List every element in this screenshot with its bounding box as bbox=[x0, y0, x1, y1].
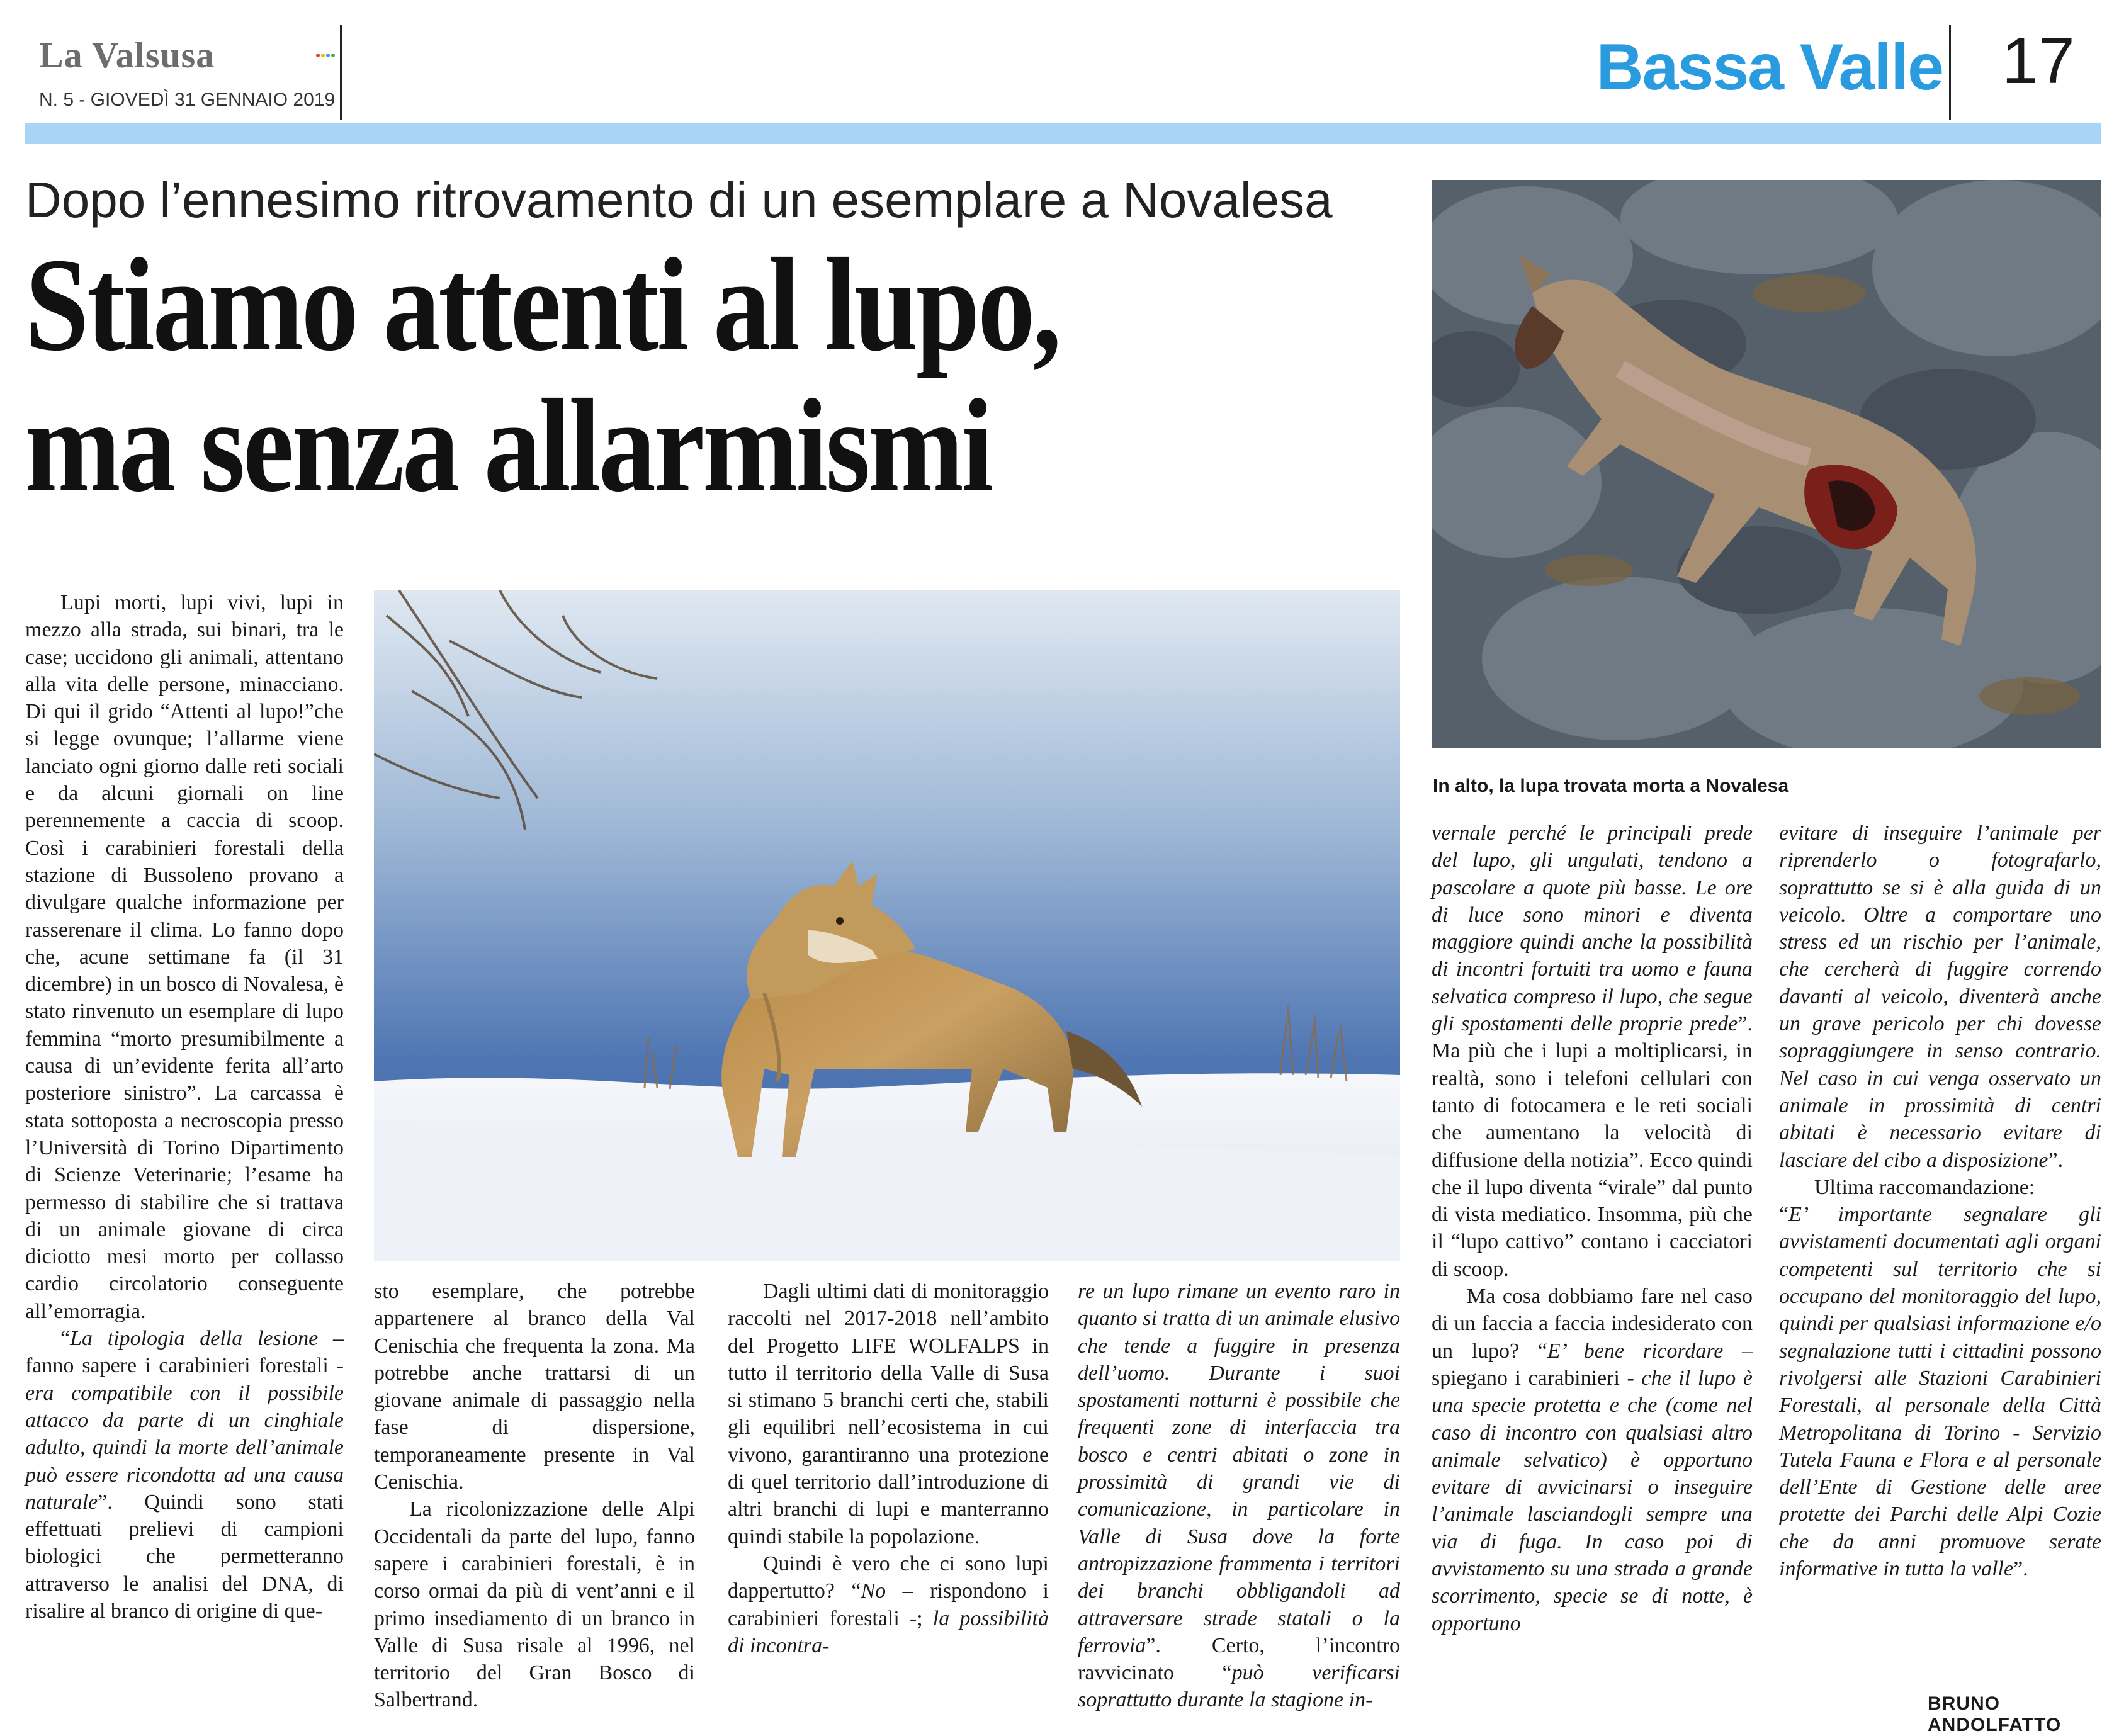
col3-p2-answer: No bbox=[861, 1579, 886, 1603]
page-number: 17 bbox=[2002, 25, 2075, 98]
photo-caption: In alto, la lupa trovata morta a Novalesa bbox=[1433, 775, 1789, 796]
dead-wolf-illustration bbox=[1432, 180, 2101, 748]
col5-paragraph-2 bbox=[1432, 1283, 1753, 1637]
headline-line-2: ma senza allarmismi bbox=[25, 371, 992, 519]
logo-dot-yellow bbox=[321, 54, 325, 57]
col1-p2-quote-1: La tipologia della lesione bbox=[70, 1327, 319, 1351]
article-column-4 bbox=[1078, 1278, 1400, 1714]
section-title: Bassa Valle bbox=[1596, 31, 1943, 104]
col1-paragraph-1: Lupi morti, lupi vivi, lupi in mezzo alla strada, sui binari, tra le case; uccidono gli animali, attentano alla vita delle persone, minacciano. Di qui il grido “Attenti al lupo!”che si legge ovunque; l’allarme viene lanciato ogni giorno dalle reti sociali e da alcuni giornali on line perennemente a caccia di scoop. Così i carabinieri forestali della stazione di Bussoleno provano a divulgare qualche informazione per rasserenare il clima. Lo fanno dopo che, acune settimane fa (il 31 dicembre) in un bosco di Novalesa, è stato rinvenuto un esemplare di lupo femmina “morto presumibilmente a causa di un’evidente ferita all’arto posteriore sinistro”. La carcassa è stata sottoposta a necroscopia presso l’Università di Torino Dipartimento di Scienze Veterinarie; l’esame ha permesso di stabilire che si trattava di un animale giovane di circa diciotto mesi morto per collasso cardio circolatorio conseguente all’emorragia. bbox=[25, 591, 344, 1323]
col6-p3-quote: E’ importante segnalare gli avvistamenti documentati agli organi competenti sul territorio che si occupano del monitoraggio del lupo, quindi per qualsiasi informazione e/o segnalazione tutti i cittadini possono rivolgersi alle Stazioni Carabinieri Forestali, al personale della Città Metropolitana di Torino - Servizio Tutela Fauna e Flora e al personale dell’Ente di Gestione delle aree protette dei Parchi delle Alpi Cozie che da anni promuove serate informative in tutta la valle bbox=[1779, 1203, 2101, 1581]
col1-p2-open-quote: “ bbox=[60, 1327, 71, 1351]
col5-p2-attribution: – spiegano i carabinieri - bbox=[1432, 1339, 1753, 1390]
section-color-band bbox=[25, 123, 2101, 144]
col5-p1-text: ”. Ma più che i lupi a moltiplicarsi, in realtà, sono i telefoni cellulari con tanto di fotocamera e le reti sociali che aumentano la velocità di diffusione della notizia”. Ecco quindi che il lupo diventa “virale” dal punto di vista mediatico. Insomma, più che il “lupo cattivo” contano i cacciatori di scoop. bbox=[1432, 1012, 1753, 1281]
headline-line-1: Stiamo attenti al lupo, bbox=[25, 230, 1060, 378]
col5-p2-quote-1: E’ bene ricordare bbox=[1547, 1339, 1724, 1363]
col6-paragraph-2: Ultima raccomandazione: bbox=[1814, 1175, 2035, 1199]
col6-paragraph-3 bbox=[1779, 1201, 2101, 1582]
col2-paragraph-2: La ricolonizzazione delle Alpi Occidentali da parte del lupo, fanno sapere i carabinieri forestali, è in corso ormai da più di vent’anni e il primo insediamento di un branco in Valle di Susa risale al 1996, nel territorio del Gran Bosco di Salbertrand. bbox=[374, 1497, 695, 1712]
col4-p1-text: ”. Certo, l’incontro ravvicinato “ bbox=[1078, 1633, 1400, 1685]
col4-p1-quote-2: può verificarsi soprattutto durante la stagione in- bbox=[1078, 1661, 1400, 1712]
col1-p2-tail: ”. Quindi sono stati effettuati prelievi di campioni biologici che permetteranno attraverso le analisi del DNA, di risalire al branco di origine di que- bbox=[25, 1490, 344, 1623]
col2-paragraph-1: sto esemplare, che potrebbe appartenere al branco della Val Cenischia che frequenta la zona. Ma potrebbe anche trattarsi di un giovane animale di passaggio nella fase di dispersione, temporaneamente presente in Val Cenischia. bbox=[374, 1280, 695, 1494]
col3-p2-question: Quindi è vero che ci sono lupi dappertutto? “ bbox=[728, 1552, 1049, 1603]
col4-paragraph-1 bbox=[1078, 1278, 1400, 1714]
dead-wolf-photo bbox=[1432, 180, 2101, 748]
col6-p3-close: ”. bbox=[2013, 1557, 2028, 1581]
col5-paragraph-1 bbox=[1432, 820, 1753, 1283]
col6-p3-open-quote: “ bbox=[1779, 1203, 1789, 1227]
logo-dot-green bbox=[331, 54, 335, 57]
col3-paragraph-2 bbox=[728, 1550, 1049, 1659]
wolf-in-snow-illustration bbox=[374, 590, 1400, 1261]
article-column-5 bbox=[1432, 820, 1753, 1637]
masthead-brand-box bbox=[25, 25, 342, 120]
masthead-divider bbox=[1949, 25, 1951, 120]
col1-paragraph-2 bbox=[25, 1325, 344, 1625]
col5-p2-question: Ma cosa dobbiamo fare nel caso di un faccia a faccia indesiderato con un lupo? “ bbox=[1432, 1285, 1753, 1363]
col4-p1-quote: re un lupo rimane un evento raro in quanto si tratta di un animale elusivo che tende a fuggire in presenza dell’uomo. Durante i suoi spostamenti notturni è possibile che frequenti zone di interfaccia tra bosco e centri abitati o zone in prossimità di grandi vie di comunicazione, in particolare in Valle di Susa dove la forte antropizzazione frammenta i territori dei branchi obbligandoli ad attraversare strade statali o la ferrovia bbox=[1078, 1280, 1400, 1657]
col1-p2-attribution: – fanno sapere i carabinieri forestali - bbox=[25, 1327, 344, 1378]
col3-paragraph-1: Dagli ultimi dati di monitoraggio raccolti nel 2017-2018 nell’ambito del Progetto LIFE WOLFALPS in tutto il territorio della Valle di Susa si stimano 5 branchi certi che, stabili gli equilibri nell’ecosistema in cui vivono, garantiranno una protezione di quel territorio dall’introduzione di altri branchi di lupi e manterranno quindi stabile la popolazione. bbox=[728, 1280, 1049, 1548]
article-column-6 bbox=[1779, 820, 2101, 1582]
col6-p1-quote: evitare di inseguire l’animale per riprenderlo o fotografarlo, soprattutto se si è alla guida di un veicolo. Oltre a comportare uno stress ed un rischio per l’animale, che cercherà di fuggire correndo davanti al veicolo, diventerà anche un grave pericolo per chi dovesse sopraggiungere in senso contrario. Nel caso in cui venga osservato un animale in prossimità di centri abitati è necessario evitare di lasciare del cibo a disposizione bbox=[1779, 821, 2101, 1172]
col6-p1-close: ”. bbox=[2048, 1148, 2064, 1172]
col5-p2-quote-2: che il lupo è una specie protetta e che (come nel caso di incontro con qualsiasi altro animale selvatico) è opportuno evitare di avvicinarsi o inseguire l’animale lasciandogli sempre una via di fuga. In caso poi di avvistamento su una strada a grande scorrimento, specie se di notte, è opportuno bbox=[1432, 1366, 1753, 1635]
article-column-3 bbox=[728, 1278, 1049, 1659]
col3-p2-quote: la possibilità di incontra- bbox=[728, 1606, 1049, 1657]
issue-date: N. 5 - GIOVEDÌ 31 GENNAIO 2019 bbox=[39, 89, 336, 110]
article-column-2 bbox=[374, 1278, 695, 1714]
author-signature: BRUNO ANDOLFATTO bbox=[1928, 1693, 2062, 1735]
col5-p1-quote: vernale perché le principali prede del lupo, gli ungulati, tendono a pascolare a quote più basse. Le ore di luce sono minori e diventa maggiore quindi anche la possibilità di incontri fortuiti tra uomo e fauna selvatica compreso il lupo, che segue gli spostamenti delle proprie prede bbox=[1432, 821, 1753, 1036]
newspaper-logo: La Valsusa bbox=[39, 35, 215, 76]
article-column-1 bbox=[25, 589, 344, 1625]
wolf-in-snow-photo bbox=[374, 590, 1400, 1261]
article-kicker: Dopo l’ennesimo ritrovamento di un esemplare a Novalesa bbox=[25, 172, 1333, 228]
col3-p2-attribution: – rispondono i carabinieri forestali -; bbox=[728, 1579, 1049, 1630]
col1-p2-quote-2: era compatibile con il possibile attacco da parte di un cinghiale adulto, quindi la morte dell’animale può essere ricondotta ad una causa naturale bbox=[25, 1381, 344, 1514]
logo-dots bbox=[316, 49, 337, 54]
article-headline bbox=[25, 230, 1060, 519]
logo-dot-red bbox=[316, 54, 320, 57]
col6-paragraph-1 bbox=[1779, 820, 2101, 1174]
logo-dot-blue bbox=[326, 54, 330, 57]
